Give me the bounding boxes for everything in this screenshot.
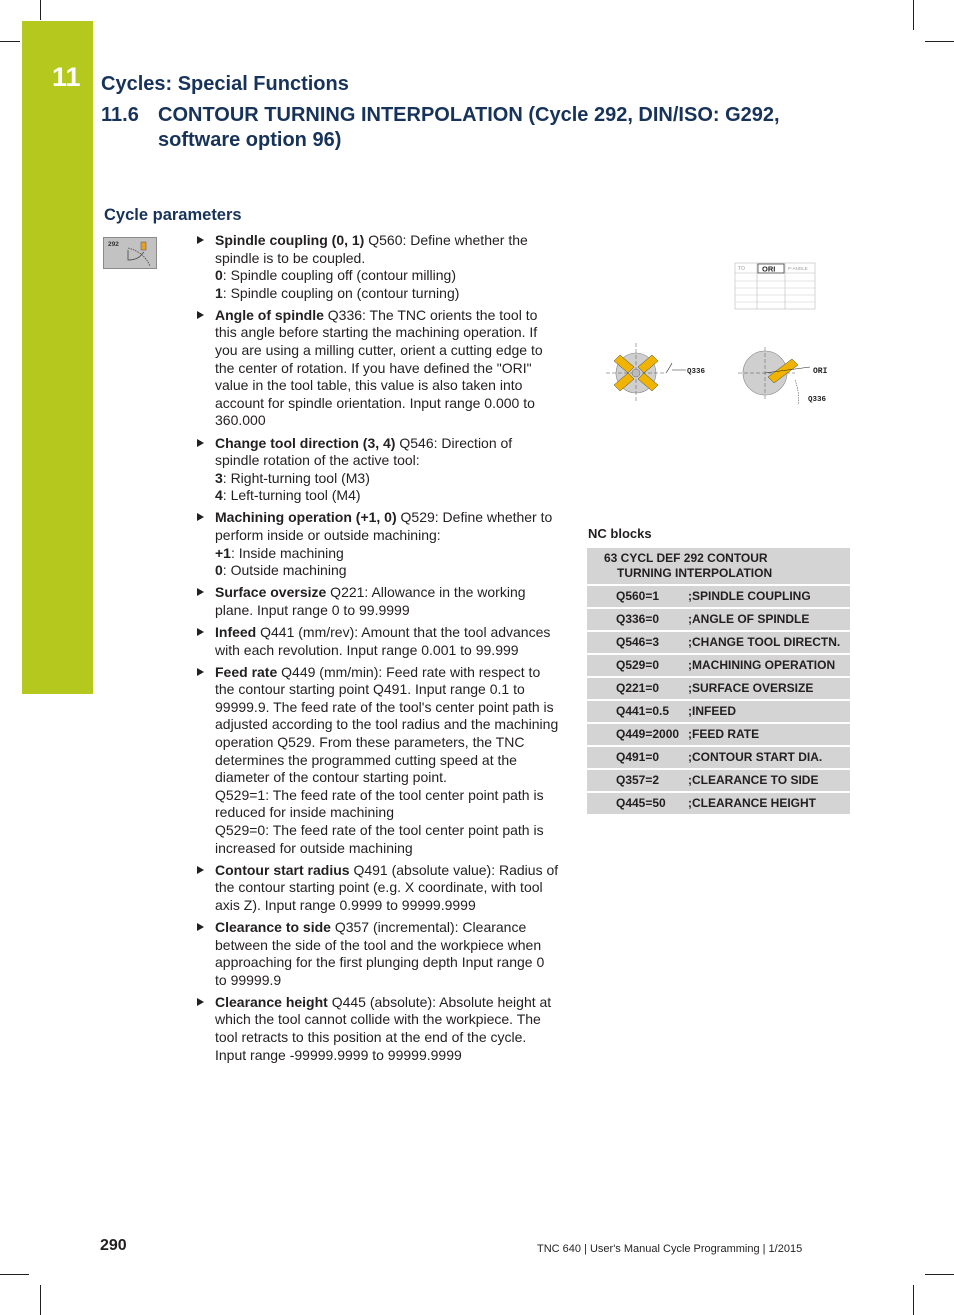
chapter-number: 11	[52, 62, 81, 92]
nc-parameter: Q445=50	[616, 796, 666, 810]
option-text: : Spindle coupling off (contour milling)	[222, 267, 456, 284]
parameter-item	[194, 509, 559, 579]
parameter-description: Q449 (mm/min): Feed rate with respect to the contour starting point Q491. Input range 0.1 to 99999.9. The feed rate of the tool's center point path is adjusted according to the tool radius and the machining operation Q529. From these parameters, the TNC determines the programmed cutting speed at the diameter of the contour starting point.	[215, 663, 559, 786]
cycle-icon-graphic	[104, 238, 156, 268]
nc-row	[587, 701, 850, 722]
option-text: : Right-turning tool (M3)	[222, 469, 370, 486]
label-q336-right: Q336	[808, 396, 827, 404]
parameter-name: Surface oversize	[215, 584, 327, 601]
milling-cutter-graphic	[606, 343, 706, 403]
nc-parameter: Q221=0	[616, 681, 660, 695]
cycle-parameters-heading: Cycle parameters	[104, 206, 242, 224]
parameter-item	[194, 664, 559, 858]
nc-parameter: Q336=0	[616, 612, 660, 626]
nc-header-line: 63 CYCL DEF 292 CONTOUR	[604, 551, 768, 565]
section-number: 11.6	[101, 104, 139, 126]
option-key: 1	[215, 284, 223, 301]
option-text: : Spindle coupling on (contour turning)	[222, 284, 460, 301]
crop-mark	[925, 41, 954, 42]
label-q336-left: Q336	[687, 368, 706, 376]
nc-parameter: Q449=2000	[616, 727, 680, 741]
nc-comment: ;CLEARANCE TO SIDE	[688, 773, 819, 787]
option-text: : Outside machining	[222, 562, 347, 579]
parameter-description: Q491 (absolute value): Radius of the contour starting point (e.g. X coordinate, with tool axis Z). Input range 0.9999 to 99999.9999	[215, 861, 559, 913]
nc-comment: ;CHANGE TOOL DIRECTN.	[688, 635, 841, 649]
table-header-to: TO	[738, 266, 745, 272]
option-text: : Inside machining	[230, 544, 344, 561]
parameter-option	[215, 545, 559, 563]
footer-text: TNC 640 | User's Manual Cycle Programming | 1/2015	[537, 1243, 803, 1255]
nc-row	[587, 586, 850, 607]
parameter-description: Q445 (absolute): Absolute height at which the tool cannot collide with the workpiece. The tool retracts to this position at the end of the cycle. Input range -99999.9999 to 99999.9999	[215, 993, 552, 1063]
crop-mark	[913, 1285, 914, 1315]
parameter-option	[215, 285, 559, 303]
nc-row	[587, 747, 850, 768]
parameter-name: Feed rate	[215, 663, 278, 680]
cycle-icon-tool	[141, 242, 146, 250]
parameter-description: Q357 (incremental): Clearance between the side of the tool and the workpiece when approaching for the first plunging depth Input range 0 to 99999.9	[215, 918, 545, 988]
parameter-name: Spindle coupling (0, 1)	[215, 232, 365, 248]
option-key: 0	[215, 267, 223, 284]
crop-mark	[40, 0, 41, 20]
nc-comment: ;CONTOUR START DIA.	[688, 750, 823, 764]
table-header-p-angle: P-ANGLE	[788, 266, 808, 271]
label-ori-right: ORI	[813, 367, 828, 376]
option-key: +1	[215, 544, 231, 561]
nc-comment: ;INFEED	[688, 704, 736, 718]
option-text: : Left-turning tool (M4)	[222, 487, 361, 504]
parameter-option	[215, 267, 559, 285]
nc-parameter: Q491=0	[616, 750, 660, 764]
nc-row	[587, 770, 850, 791]
tool-table-graphic	[735, 263, 815, 309]
parameter-description: Q221: Allowance in the working plane. Input range 0 to 99.9999	[215, 584, 526, 618]
parameter-name: Clearance height	[215, 993, 328, 1010]
section-title: CONTOUR TURNING INTERPOLATION (Cycle 292, DIN/ISO: G292, software option 96)	[158, 104, 780, 151]
cycle-icon-label: 292	[108, 241, 119, 248]
nc-row	[587, 724, 850, 745]
nc-parameter: Q529=0	[616, 658, 660, 672]
nc-comment: ;SPINDLE COUPLING	[688, 589, 811, 603]
parameter-description: Q336: The TNC orients the tool to this angle before starting the machining operation. If you are using a milling cutter, orient a cutting edge to the center of rotation. If you have defined the "ORI" value in the tool table, this value is also taken into account for spindle orientation. Input range 0.000 to 360.000	[215, 306, 543, 429]
parameter-item	[194, 862, 559, 915]
parameter-item	[194, 624, 559, 659]
turning-tool-graphic	[738, 347, 828, 405]
nc-row	[587, 655, 850, 676]
cycle-parameter-list	[194, 232, 559, 1069]
nc-row	[587, 678, 850, 699]
parameter-description: Q441 (mm/rev): Amount that the tool advances with each revolution. Input range 0.001 to 99.999	[215, 623, 551, 658]
nc-parameter: Q441=0.5	[616, 704, 670, 718]
nc-comment: ;CLEARANCE HEIGHT	[688, 796, 816, 810]
nc-blocks-heading: NC blocks	[588, 526, 652, 541]
parameter-name: Infeed	[215, 623, 257, 640]
parameter-description: Q560: Define whether the spindle is to be coupled.	[215, 232, 528, 266]
nc-parameter: Q546=3	[616, 635, 660, 649]
parameter-option	[215, 470, 559, 488]
parameter-name: Change tool direction (3, 4)	[215, 434, 396, 451]
parameter-item	[194, 994, 559, 1064]
parameter-description: Q529: Define whether to perform inside or outside machining:	[215, 509, 553, 543]
parameter-name: Clearance to side	[215, 918, 331, 935]
page-number: 290	[100, 1237, 127, 1254]
nc-comment: ;MACHINING OPERATION	[688, 658, 836, 672]
spindle-angle-figure	[600, 255, 850, 415]
parameter-option	[215, 487, 559, 505]
chapter-title: Cycles: Special Functions	[101, 73, 349, 95]
parameter-name: Contour start radius	[215, 861, 350, 878]
parameter-description: Q546: Direction of spindle rotation of the active tool:	[215, 434, 513, 469]
nc-comment: ;ANGLE OF SPINDLE	[688, 612, 810, 626]
nc-parameter: Q357=2	[616, 773, 660, 787]
crop-mark	[913, 0, 914, 30]
crop-mark	[0, 1274, 29, 1275]
figure-graphic	[600, 255, 850, 415]
crop-mark	[925, 1274, 954, 1275]
option-key: 4	[215, 487, 223, 504]
nc-parameter: Q560=1	[616, 589, 660, 603]
cycle-292-icon	[103, 237, 157, 269]
parameter-item	[194, 584, 559, 619]
nc-blocks-table	[587, 548, 850, 816]
table-header-ori: ORI	[762, 264, 776, 274]
crop-mark	[0, 41, 20, 42]
parameter-name: Machining operation (+1, 0)	[215, 509, 397, 526]
option-key: 3	[215, 469, 223, 486]
crop-mark	[40, 1285, 41, 1315]
parameter-name: Angle of spindle	[215, 306, 324, 323]
parameter-item	[194, 435, 559, 505]
nc-row	[587, 632, 850, 653]
nc-comment: ;SURFACE OVERSIZE	[688, 681, 814, 695]
nc-comment: ;FEED RATE	[688, 727, 760, 741]
parameter-item	[194, 232, 559, 302]
nc-header-line: TURNING INTERPOLATION	[617, 566, 773, 580]
option-key: 0	[215, 562, 223, 579]
nc-row	[587, 609, 850, 630]
parameter-item	[194, 307, 559, 430]
parameter-option	[215, 562, 559, 580]
parameter-note: Q529=1: The feed rate of the tool center point path is reduced for inside machining	[215, 786, 544, 821]
nc-header-row	[587, 548, 850, 584]
parameter-item	[194, 919, 559, 989]
chapter-side-bar	[22, 21, 93, 694]
parameter-note: Q529=0: The feed rate of the tool center point path is increased for outside machining	[215, 822, 544, 856]
nc-row	[587, 793, 850, 814]
